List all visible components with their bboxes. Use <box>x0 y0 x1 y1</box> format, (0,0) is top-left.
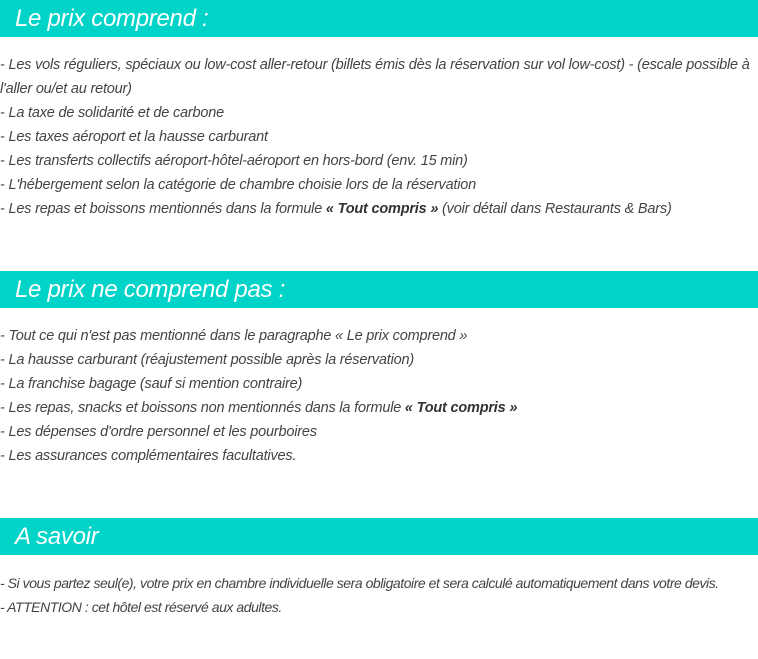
list-item: - Les taxes aéroport et la hausse carburant <box>0 129 268 145</box>
list-item: - ATTENTION : cet hôtel est réservé aux adultes. <box>0 599 282 615</box>
list-item: - Tout ce qui n'est pas mentionné dans le paragraphe « Le prix comprend » <box>0 328 468 344</box>
price-excludes-list <box>0 324 758 468</box>
good-to-know-list <box>0 571 758 619</box>
section-header-good-to-know <box>0 518 758 555</box>
section-header-price-includes <box>0 0 758 37</box>
list-item: - Les repas, snacks et boissons non mentionnés dans la formule « Tout compris » <box>0 400 518 416</box>
list-item: - Les dépenses d'ordre personnel et les pourboires <box>0 424 317 440</box>
section-title: Le prix comprend : <box>15 5 209 32</box>
section-title: A savoir <box>15 523 99 550</box>
list-item: - Si vous partez seul(e), votre prix en chambre individuelle sera obligatoire et sera calculé automatiquement dans votre devis. <box>0 575 719 591</box>
section-header-price-excludes <box>0 271 758 308</box>
list-item: - La taxe de solidarité et de carbone <box>0 105 224 121</box>
list-item: - Les assurances complémentaires facultatives. <box>0 448 297 464</box>
list-item: - La franchise bagage (sauf si mention contraire) <box>0 376 303 392</box>
list-item: - Les vols réguliers, spéciaux ou low-cost aller-retour (billets émis dès la réservation sur vol low-cost) - (escale possible à l'aller ou/et au retour) <box>0 57 750 97</box>
formula-name: « Tout compris » <box>404 400 518 416</box>
list-item: - La hausse carburant (réajustement possible après la réservation) <box>0 352 414 368</box>
formula-name: « Tout compris » <box>325 201 439 217</box>
list-item: - Les repas et boissons mentionnés dans la formule « Tout compris » (voir détail dans Restaurants & Bars) <box>0 201 672 217</box>
list-item: - L'hébergement selon la catégorie de chambre choisie lors de la réservation <box>0 177 477 193</box>
list-item: - Les transferts collectifs aéroport-hôtel-aéroport en hors-bord (env. 15 min) <box>0 153 468 169</box>
price-includes-list <box>0 53 758 221</box>
section-title: Le prix ne comprend pas : <box>15 276 285 303</box>
